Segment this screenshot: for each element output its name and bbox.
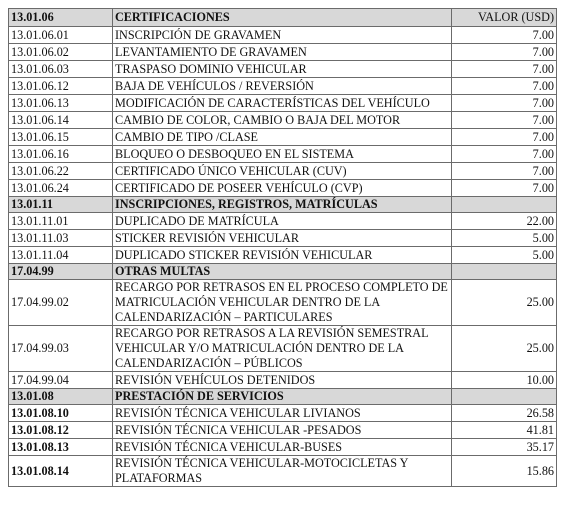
table-row bbox=[9, 230, 557, 247]
row-description: REVISIÓN TÉCNICA VEHICULAR-MOTOCICLETAS Y PLATAFORMAS bbox=[113, 456, 452, 487]
table-row bbox=[9, 422, 557, 439]
row-code: 13.01.06.01 bbox=[9, 27, 113, 44]
row-code: 13.01.08.13 bbox=[9, 439, 113, 456]
row-code: 13.01.08.14 bbox=[9, 456, 113, 487]
row-value: 35.17 bbox=[452, 439, 557, 456]
row-value: 7.00 bbox=[452, 78, 557, 95]
row-code: 13.01.08.10 bbox=[9, 405, 113, 422]
row-description: DUPLICADO STICKER REVISIÓN VEHICULAR bbox=[113, 247, 452, 264]
row-description: RECARGO POR RETRASOS A LA REVISIÓN SEMESTRAL VEHICULAR Y/O MATRICULACIÓN DENTRO DE LA CALENDARIZACIÓN – PÚBLICOS bbox=[113, 326, 452, 372]
row-description: REVISIÓN TÉCNICA VEHICULAR -PESADOS bbox=[113, 422, 452, 439]
section-code: 13.01.11 bbox=[9, 197, 113, 213]
header-title: CERTIFICACIONES bbox=[113, 9, 452, 27]
row-description: REVISIÓN TÉCNICA VEHICULAR-BUSES bbox=[113, 439, 452, 456]
table-row bbox=[9, 456, 557, 487]
row-value: 7.00 bbox=[452, 146, 557, 163]
row-value: 15.86 bbox=[452, 456, 557, 487]
section-row bbox=[9, 264, 557, 280]
section-row bbox=[9, 197, 557, 213]
table-row bbox=[9, 61, 557, 78]
table-row bbox=[9, 129, 557, 146]
row-code: 13.01.11.03 bbox=[9, 230, 113, 247]
row-value: 7.00 bbox=[452, 180, 557, 197]
row-description: DUPLICADO DE MATRÍCULA bbox=[113, 213, 452, 230]
header-value-label: VALOR (USD) bbox=[452, 9, 557, 27]
section-value bbox=[452, 197, 557, 213]
row-code: 13.01.06.02 bbox=[9, 44, 113, 61]
row-value: 7.00 bbox=[452, 112, 557, 129]
table-row bbox=[9, 27, 557, 44]
section-row bbox=[9, 389, 557, 405]
row-description: CAMBIO DE TIPO /CLASE bbox=[113, 129, 452, 146]
row-value: 7.00 bbox=[452, 95, 557, 112]
row-description: TRASPASO DOMINIO VEHICULAR bbox=[113, 61, 452, 78]
row-value: 7.00 bbox=[452, 44, 557, 61]
table-row bbox=[9, 146, 557, 163]
section-code: 13.01.08 bbox=[9, 389, 113, 405]
row-code: 13.01.06.24 bbox=[9, 180, 113, 197]
section-value bbox=[452, 389, 557, 405]
row-description: CERTIFICADO DE POSEER VEHÍCULO (CVP) bbox=[113, 180, 452, 197]
row-description: CERTIFICADO ÚNICO VEHICULAR (CUV) bbox=[113, 163, 452, 180]
row-description: LEVANTAMIENTO DE GRAVAMEN bbox=[113, 44, 452, 61]
row-value: 7.00 bbox=[452, 61, 557, 78]
row-value: 25.00 bbox=[452, 280, 557, 326]
table-header-row bbox=[9, 9, 557, 27]
section-title: INSCRIPCIONES, REGISTROS, MATRÍCULAS bbox=[113, 197, 452, 213]
row-code: 17.04.99.02 bbox=[9, 280, 113, 326]
row-value: 5.00 bbox=[452, 230, 557, 247]
row-value: 7.00 bbox=[452, 27, 557, 44]
fee-table-body bbox=[9, 9, 557, 487]
table-row bbox=[9, 405, 557, 422]
row-code: 13.01.11.04 bbox=[9, 247, 113, 264]
row-code: 13.01.11.01 bbox=[9, 213, 113, 230]
fee-table bbox=[8, 8, 557, 487]
fee-table-container bbox=[8, 8, 556, 487]
table-row bbox=[9, 247, 557, 264]
section-title: OTRAS MULTAS bbox=[113, 264, 452, 280]
row-description: MODIFICACIÓN DE CARACTERÍSTICAS DEL VEHÍCULO bbox=[113, 95, 452, 112]
row-value: 22.00 bbox=[452, 213, 557, 230]
table-row bbox=[9, 78, 557, 95]
table-row bbox=[9, 280, 557, 326]
row-code: 13.01.06.22 bbox=[9, 163, 113, 180]
row-description: BAJA DE VEHÍCULOS / REVERSIÓN bbox=[113, 78, 452, 95]
row-description: STICKER REVISIÓN VEHICULAR bbox=[113, 230, 452, 247]
row-code: 17.04.99.04 bbox=[9, 372, 113, 389]
row-code: 13.01.06.16 bbox=[9, 146, 113, 163]
table-row bbox=[9, 44, 557, 61]
table-row bbox=[9, 439, 557, 456]
row-code: 13.01.08.12 bbox=[9, 422, 113, 439]
row-value: 26.58 bbox=[452, 405, 557, 422]
row-description: INSCRIPCIÓN DE GRAVAMEN bbox=[113, 27, 452, 44]
table-row bbox=[9, 213, 557, 230]
table-row bbox=[9, 112, 557, 129]
row-code: 13.01.06.13 bbox=[9, 95, 113, 112]
row-description: REVISIÓN VEHÍCULOS DETENIDOS bbox=[113, 372, 452, 389]
row-code: 13.01.06.03 bbox=[9, 61, 113, 78]
row-code: 13.01.06.14 bbox=[9, 112, 113, 129]
row-description: BLOQUEO O DESBOQUEO EN EL SISTEMA bbox=[113, 146, 452, 163]
row-description: REVISIÓN TÉCNICA VEHICULAR LIVIANOS bbox=[113, 405, 452, 422]
table-row bbox=[9, 163, 557, 180]
table-row bbox=[9, 372, 557, 389]
row-code: 17.04.99.03 bbox=[9, 326, 113, 372]
row-value: 5.00 bbox=[452, 247, 557, 264]
row-value: 41.81 bbox=[452, 422, 557, 439]
section-title: PRESTACIÓN DE SERVICIOS bbox=[113, 389, 452, 405]
section-code: 17.04.99 bbox=[9, 264, 113, 280]
row-code: 13.01.06.12 bbox=[9, 78, 113, 95]
row-value: 7.00 bbox=[452, 163, 557, 180]
table-row bbox=[9, 95, 557, 112]
header-code: 13.01.06 bbox=[9, 9, 113, 27]
row-value: 25.00 bbox=[452, 326, 557, 372]
row-value: 7.00 bbox=[452, 129, 557, 146]
table-row bbox=[9, 326, 557, 372]
row-value: 10.00 bbox=[452, 372, 557, 389]
row-code: 13.01.06.15 bbox=[9, 129, 113, 146]
table-row bbox=[9, 180, 557, 197]
section-value bbox=[452, 264, 557, 280]
row-description: CAMBIO DE COLOR, CAMBIO O BAJA DEL MOTOR bbox=[113, 112, 452, 129]
row-description: RECARGO POR RETRASOS EN EL PROCESO COMPLETO DE MATRICULACIÓN VEHICULAR DENTRO DE LA CALENDARIZACIÓN – PARTICULARES bbox=[113, 280, 452, 326]
